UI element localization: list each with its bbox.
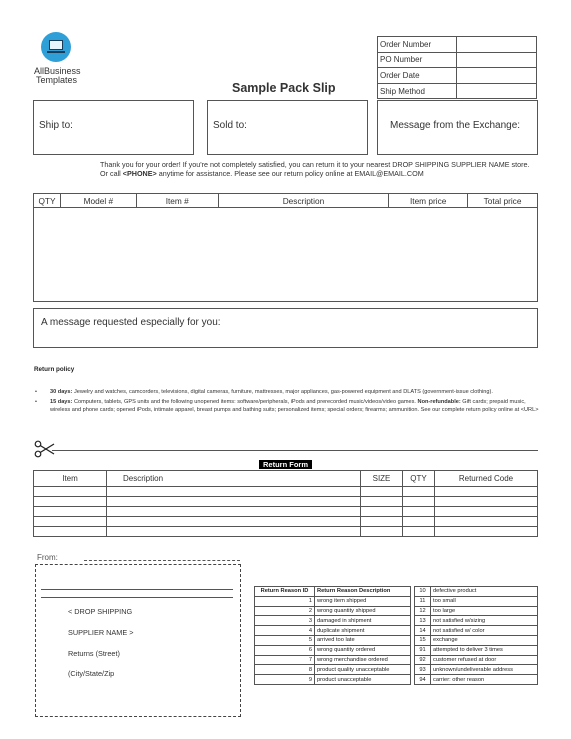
table-row xyxy=(255,665,413,675)
col-qty: QTY xyxy=(34,194,61,208)
col-model: Model # xyxy=(60,194,136,208)
message-exchange-box[interactable] xyxy=(377,100,538,155)
order-info-table xyxy=(377,36,537,99)
col-item-price: Item price xyxy=(389,194,468,208)
divider xyxy=(41,597,233,598)
phone-placeholder: <PHONE> xyxy=(122,169,157,179)
col-description: Description xyxy=(218,194,389,208)
reason-description: carrier: other reason xyxy=(431,675,538,685)
ship-method-value[interactable] xyxy=(457,83,537,99)
address-line-3: Returns (Street) xyxy=(68,649,120,658)
reason-description: exchange xyxy=(431,635,538,645)
reason-description: wrong item shipped xyxy=(315,596,411,606)
reason-id: 1 xyxy=(255,596,315,606)
reason-description: attempted to deliver 3 times xyxy=(431,645,538,655)
brand-line-1: AllBusiness xyxy=(34,66,81,76)
table-row xyxy=(415,675,538,685)
table-row xyxy=(255,616,413,626)
policy-bullet-15-days xyxy=(34,399,539,414)
spacer xyxy=(411,675,413,685)
reason-id: 3 xyxy=(255,616,315,626)
reason-description: too small xyxy=(431,596,538,606)
order-number-label: Order Number xyxy=(378,37,457,53)
thanks-line-2-post: anytime for assistance. Please see our return policy online at EMAIL@EMAIL.COM xyxy=(156,169,424,179)
policy-15-days-label: 15 days: xyxy=(50,399,73,406)
po-number-label: PO Number xyxy=(378,52,457,68)
thanks-line-1: Thank you for your order! If you're not completely satisfied, you can return it to your nearest DROP SHIPPING SUPPLIER NAME store. xyxy=(100,160,530,169)
spacer xyxy=(411,645,413,655)
ret-col-code: Returned Code xyxy=(435,470,538,486)
reason-id: 7 xyxy=(255,655,315,665)
brand-line-2: Templates xyxy=(36,75,78,85)
reason-description: wrong merchandise ordered xyxy=(315,655,411,665)
col-item: Item # xyxy=(136,194,218,208)
scissors-icon xyxy=(34,440,56,458)
policy-nonrefundable-text: Gift cards; prepaid music, wireless and phone cards; opened iPods, intimate apparel, breast pumps and bathing suits; personalized items; special orders; firearms; ammunition. See our complete return policy online at <URL> xyxy=(50,399,539,413)
reason-description: customer refused at door xyxy=(431,655,538,665)
return-reasons-table xyxy=(254,586,413,694)
return-policy-heading: Return policy xyxy=(34,366,75,373)
laptop-base-icon xyxy=(47,51,65,53)
policy-30-days-text: Jewelry and watches, camcorders, televisions, digital cameras, furniture, mattresses, major appliances, gas-powered equipment and DLATS (government-issue clothing). xyxy=(72,389,493,395)
reason-id: 9 xyxy=(255,675,315,685)
bullet-icon: • xyxy=(35,399,37,406)
reason-id: 8 xyxy=(255,665,315,675)
policy-30-days-label: 30 days: xyxy=(50,389,73,395)
reason-description: defective product xyxy=(431,587,538,597)
reason-id: 11 xyxy=(415,596,431,606)
reason-id-header: Return Reason ID xyxy=(255,587,315,597)
logo xyxy=(41,32,71,62)
address-line-1: < DROP SHIPPING xyxy=(68,607,133,616)
reason-id: 6 xyxy=(255,645,315,655)
item-table-body[interactable] xyxy=(34,208,538,302)
spacer xyxy=(411,684,413,694)
reason-id: 15 xyxy=(415,635,431,645)
reason-description: wrong quantity shipped xyxy=(315,606,411,616)
reason-description: product unacceptable xyxy=(315,675,411,685)
col-total-price: Total price xyxy=(468,194,538,208)
address-line-2: SUPPLIER NAME > xyxy=(68,628,134,637)
thanks-line-2-pre: Or call xyxy=(100,169,123,179)
spacer xyxy=(411,635,413,645)
ret-col-description: Description xyxy=(107,470,361,486)
reason-desc-header: Return Reason Description xyxy=(315,587,411,597)
spacer xyxy=(411,596,413,606)
table-row xyxy=(415,645,538,655)
order-number-value[interactable] xyxy=(457,37,537,53)
special-message-label: A message requested especially for you: xyxy=(41,317,221,328)
po-number-value[interactable] xyxy=(457,52,537,68)
divider xyxy=(41,589,233,590)
order-date-value[interactable] xyxy=(457,68,537,84)
table-row[interactable] xyxy=(34,506,538,516)
item-table xyxy=(33,193,538,302)
from-label: From: xyxy=(37,553,58,562)
reason-description: arrived too late xyxy=(315,635,411,645)
reason-id: 4 xyxy=(255,626,315,636)
table-row xyxy=(255,675,413,685)
table-row xyxy=(415,587,538,597)
return-address-box xyxy=(35,564,241,717)
table-row xyxy=(415,596,538,606)
spacer xyxy=(411,606,413,616)
order-date-label: Order Date xyxy=(378,68,457,84)
table-row xyxy=(255,626,413,636)
table-row xyxy=(415,626,538,636)
policy-bullet-30-days xyxy=(34,389,539,396)
page-title: Sample Pack Slip xyxy=(232,81,336,95)
reason-description: unknown/undeliverable address xyxy=(431,665,538,675)
reason-id: 13 xyxy=(415,616,431,626)
table-row xyxy=(255,635,413,645)
reason-id xyxy=(255,684,315,694)
reason-description xyxy=(315,684,411,694)
return-reasons-table-2 xyxy=(414,586,538,685)
return-form-table xyxy=(33,460,538,537)
cut-line xyxy=(52,450,538,451)
reason-description: product quality unacceptable xyxy=(315,665,411,675)
return-form-title: Return Form xyxy=(259,460,312,469)
thanks-text xyxy=(100,160,545,179)
ship-to-label: Ship to: xyxy=(39,120,73,131)
ret-col-size: SIZE xyxy=(361,470,403,486)
reason-description: damaged in shipment xyxy=(315,616,411,626)
reason-id: 93 xyxy=(415,665,431,675)
spacer xyxy=(411,587,413,597)
spacer xyxy=(411,626,413,636)
reason-description: duplicate shipment xyxy=(315,626,411,636)
ret-col-qty: QTY xyxy=(403,470,435,486)
ret-col-item: Item xyxy=(34,470,107,486)
address-line-4: (City/State/Zip xyxy=(68,669,115,678)
table-row[interactable] xyxy=(34,496,538,506)
spacer xyxy=(411,655,413,665)
reason-id: 92 xyxy=(415,655,431,665)
policy-15-days-text: Computers, tablets, GPS units and the following unopened items: software/peripherals, iPods and prerecorded music/videos/video games. xyxy=(72,399,418,406)
sold-to-label: Sold to: xyxy=(213,120,247,131)
brand-name xyxy=(34,67,81,85)
table-row xyxy=(255,645,413,655)
ship-to-box[interactable] xyxy=(33,100,194,155)
table-row xyxy=(415,616,538,626)
sold-to-box[interactable] xyxy=(207,100,368,155)
table-row[interactable] xyxy=(34,526,538,536)
table-row xyxy=(255,606,413,616)
reason-id: 10 xyxy=(415,587,431,597)
policy-nonrefundable-label: Non-refundable: xyxy=(417,399,461,406)
return-policy-list xyxy=(34,389,539,417)
reason-id: 2 xyxy=(255,606,315,616)
reason-description: too large xyxy=(431,606,538,616)
reason-description: wrong quantity ordered xyxy=(315,645,411,655)
table-row xyxy=(415,665,538,675)
message-exchange-label: Message from the Exchange: xyxy=(390,120,521,131)
table-row[interactable] xyxy=(34,486,538,496)
reason-id: 14 xyxy=(415,626,431,636)
reason-id: 91 xyxy=(415,645,431,655)
thanks-line-2 xyxy=(100,169,545,178)
table-row xyxy=(415,655,538,665)
laptop-icon xyxy=(49,40,63,50)
table-row[interactable] xyxy=(34,516,538,526)
special-message-box[interactable] xyxy=(33,308,538,348)
reason-id: 12 xyxy=(415,606,431,616)
reason-description: not satisfied w/ color xyxy=(431,626,538,636)
table-row xyxy=(255,655,413,665)
table-row xyxy=(415,606,538,616)
table-row xyxy=(255,684,413,694)
table-row xyxy=(415,635,538,645)
reason-id: 94 xyxy=(415,675,431,685)
from-line xyxy=(84,560,240,561)
bullet-icon: • xyxy=(35,389,37,395)
table-row xyxy=(255,596,413,606)
spacer xyxy=(411,665,413,675)
reason-description: not satisfied w/sizing xyxy=(431,616,538,626)
reason-id: 5 xyxy=(255,635,315,645)
spacer xyxy=(411,616,413,626)
ship-method-label: Ship Method xyxy=(378,83,457,99)
